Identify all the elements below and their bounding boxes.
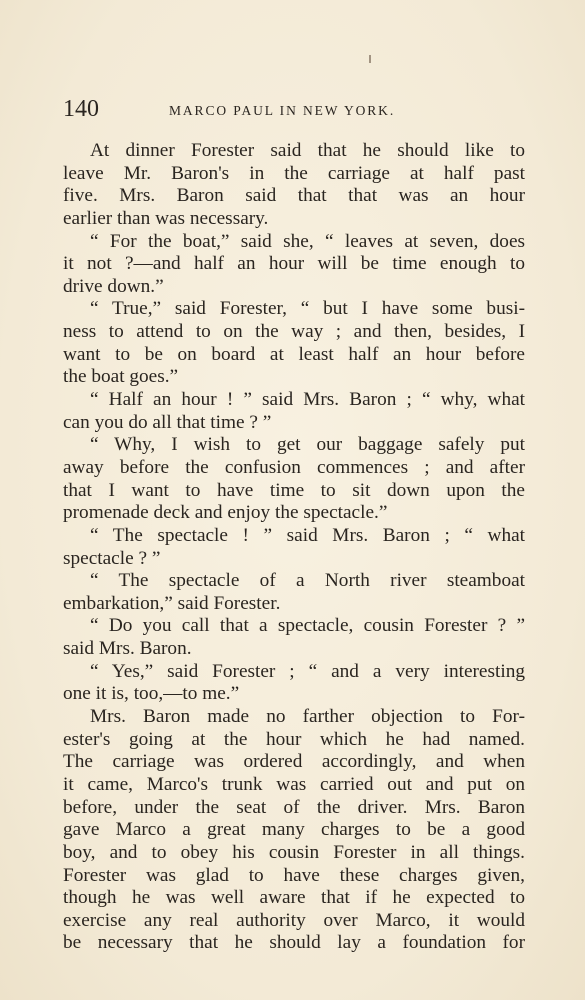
text-line: embarkation,” said Forester.	[63, 592, 281, 614]
text-line: boy, and to obey his cousin Forester in all things.	[63, 841, 525, 863]
text-line: it not ?—and half an hour will be time enough to	[63, 253, 525, 275]
text-line: earlier than was necessary.	[63, 207, 269, 229]
text-line: At dinner Forester said that he should like to	[90, 140, 525, 161]
text-line: one it is, too,—to me.”	[63, 683, 240, 705]
text-line: “ The spectacle ! ” said Mrs. Baron ; “ what	[90, 524, 525, 546]
text-line: Mrs. Baron made no farther objection to For-	[90, 706, 525, 728]
text-line: ness to attend to on the way ; and then, besides, I	[63, 321, 525, 343]
text-line: “ Half an hour ! ” said Mrs. Baron ; “ why, what	[90, 389, 525, 411]
running-title: MARCO PAUL IN NEW YORK.	[169, 103, 396, 118]
text-line: promenade deck and enjoy the spectacle.”	[63, 502, 388, 524]
text-line: “ For the boat,” said she, “ leaves at seven, does	[90, 230, 525, 252]
text-line: away before the confusion commences ; and after	[63, 456, 525, 478]
text-line: before, under the seat of the driver. Mrs. Baron	[63, 796, 525, 818]
page-number: 140	[63, 96, 99, 122]
text-line: want to be on board at least half an hour before	[63, 343, 525, 365]
text-line: spectacle ? ”	[63, 547, 161, 569]
text-line: Forester was glad to have these charges given,	[63, 864, 525, 886]
text-line: it came, Marco's trunk was carried out and put on	[63, 773, 525, 795]
body-text	[63, 140, 525, 955]
text-line: gave Marco a great many charges to be a good	[63, 819, 525, 841]
text-line: leave Mr. Baron's in the carriage at half past	[63, 162, 525, 184]
text-line: drive down.”	[63, 275, 164, 297]
text-line: can you do all that time ? ”	[63, 411, 272, 433]
text-line: exercise any real authority over Marco, it would	[63, 909, 525, 931]
text-line: said Mrs. Baron.	[63, 638, 192, 660]
text-line: The carriage was ordered accordingly, and when	[63, 751, 525, 773]
text-line: be necessary that he should lay a foundation for	[63, 932, 525, 954]
text-line: though he was well aware that if he expected to	[63, 887, 525, 909]
ink-mark	[369, 55, 371, 63]
text-line: the boat goes.”	[63, 366, 179, 388]
text-line: “ True,” said Forester, “ but I have some busi-	[90, 298, 525, 320]
text-line: “ Why, I wish to get our baggage safely put	[90, 434, 525, 456]
text-line: “ Yes,” said Forester ; “ and a very interesting	[90, 660, 525, 682]
text-line: “ The spectacle of a North river steamboat	[90, 570, 525, 592]
text-line: “ Do you call that a spectacle, cousin Forester ? ”	[90, 615, 525, 637]
text-line: ester's going at the hour which he had named.	[63, 728, 525, 750]
page-header	[63, 96, 525, 124]
text-line: that I want to have time to sit down upon the	[63, 479, 525, 501]
text-line: five. Mrs. Baron said that that was an hour	[63, 185, 525, 207]
